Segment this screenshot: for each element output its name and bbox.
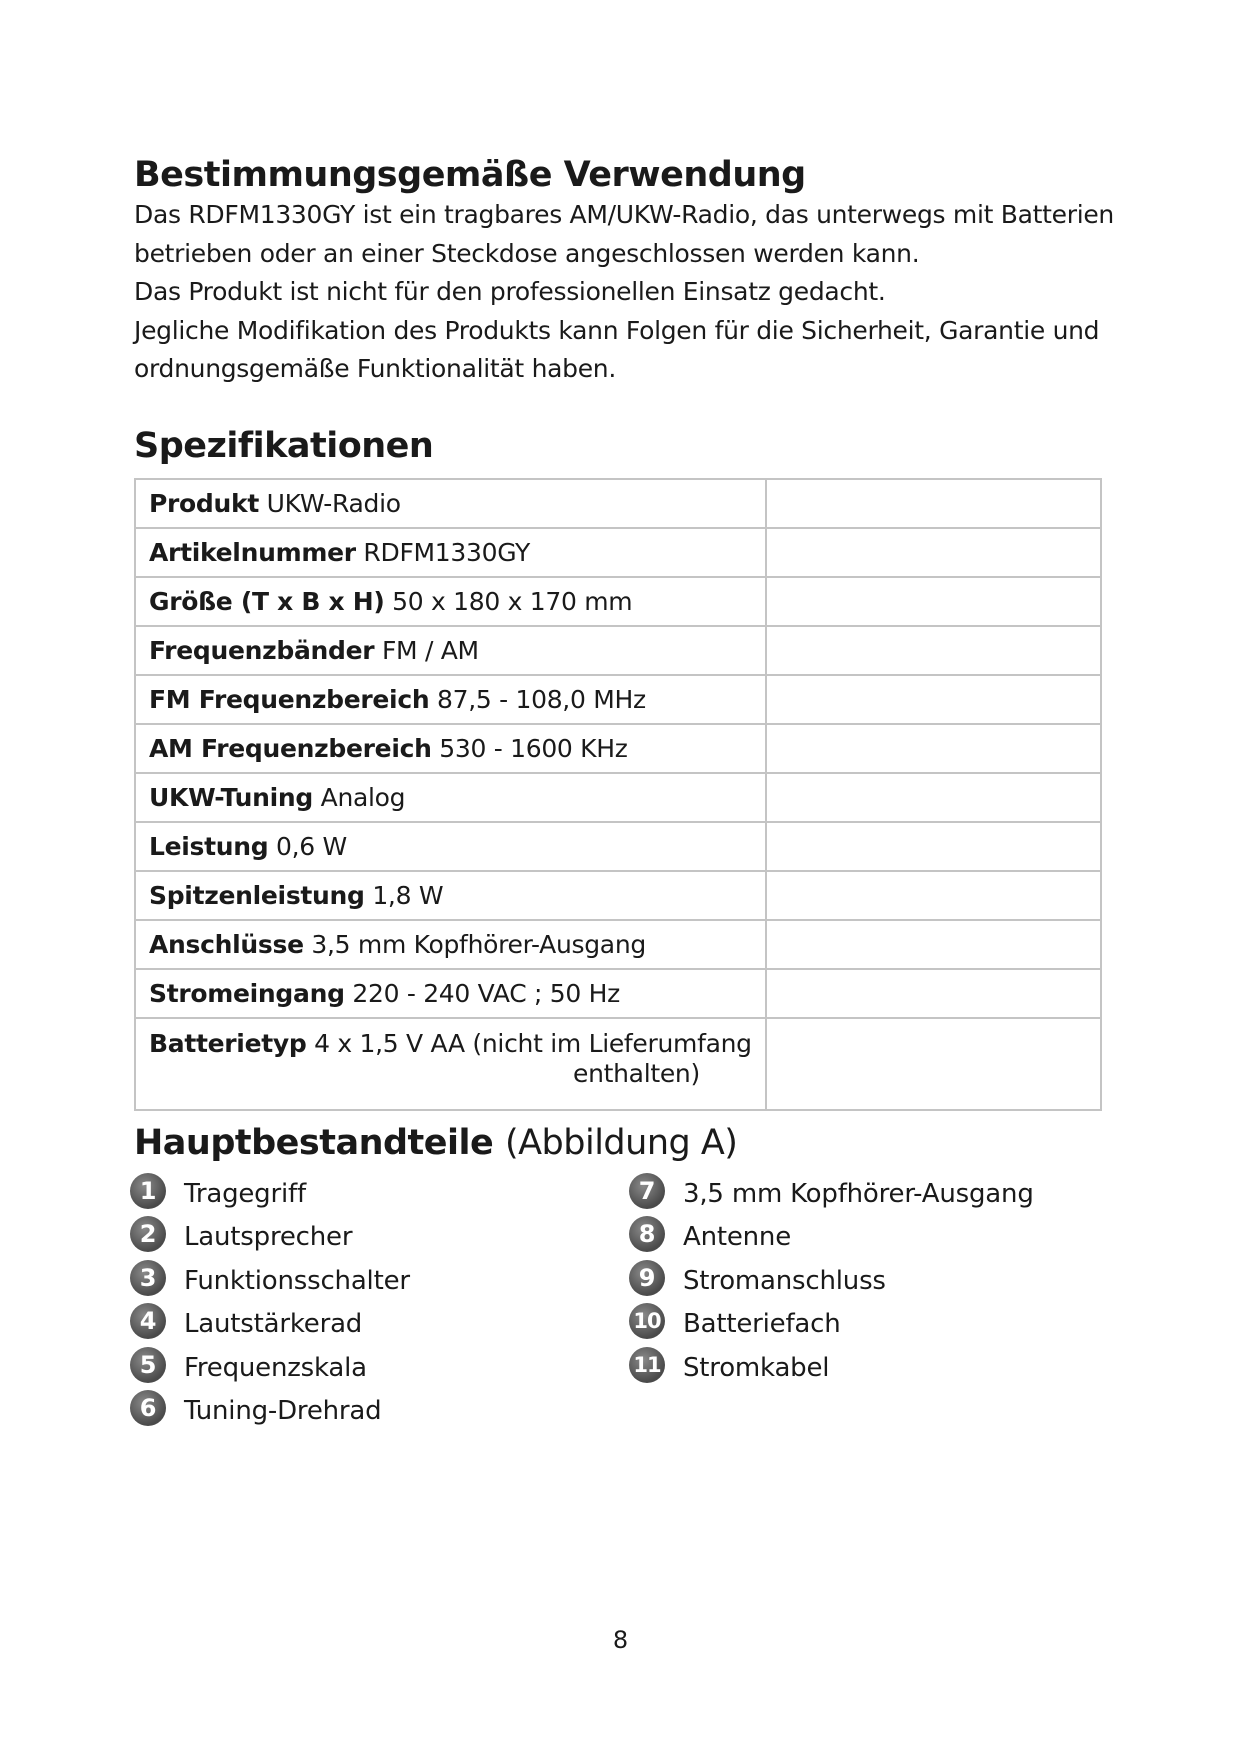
spec-cell [135, 479, 766, 528]
list-item [130, 1216, 410, 1260]
spec-label: AM Frequenzbereich [149, 734, 432, 763]
spec-value-continued: enthalten) [573, 1059, 700, 1088]
spec-cell [135, 577, 766, 626]
spec-cell-empty [766, 528, 1101, 577]
spec-label: Größe (T x B x H) [149, 587, 385, 616]
spec-cell-empty [766, 724, 1101, 773]
part-label: Funktionsschalter [184, 1265, 410, 1296]
table-row [135, 577, 1101, 626]
usage-line: Das Produkt ist nicht für den professionellen Einsatz gedacht. [134, 277, 886, 307]
spec-value: 220 - 240 VAC ; 50 Hz [352, 979, 620, 1008]
list-item [629, 1172, 1034, 1216]
spec-cell-empty [766, 479, 1101, 528]
table-row [135, 1018, 1101, 1110]
number-badge: 11 [629, 1347, 665, 1383]
spec-cell-empty [766, 969, 1101, 1018]
part-label: Frequenzskala [184, 1352, 367, 1383]
table-row [135, 871, 1101, 920]
spec-cell-empty [766, 773, 1101, 822]
spec-label: UKW-Tuning [149, 783, 313, 812]
part-label: Antenne [683, 1222, 792, 1253]
part-label: Batteriefach [683, 1309, 841, 1340]
section-title-specs: Spezifikationen [134, 426, 434, 466]
number-badge: 3 [130, 1260, 166, 1296]
spec-value: 4 x 1,5 V AA (nicht im Lieferumfang [314, 1029, 752, 1058]
spec-cell [135, 675, 766, 724]
spec-cell [135, 871, 766, 920]
part-label: 3,5 mm Kopfhörer-Ausgang [683, 1178, 1034, 1209]
spec-label: Leistung [149, 832, 269, 861]
number-badge: 4 [130, 1303, 166, 1339]
table-row [135, 528, 1101, 577]
spec-cell [135, 528, 766, 577]
spec-cell-empty [766, 822, 1101, 871]
spec-cell-empty [766, 675, 1101, 724]
spec-value: FM / AM [381, 636, 479, 665]
list-item [130, 1172, 410, 1216]
spec-label: Spitzenleistung [149, 881, 365, 910]
number-badge: 10 [629, 1303, 665, 1339]
table-row [135, 675, 1101, 724]
table-row [135, 479, 1101, 528]
number-badge: 8 [629, 1216, 665, 1252]
spec-label: Stromeingang [149, 979, 345, 1008]
list-item [629, 1259, 1034, 1303]
part-label: Tragegriff [184, 1178, 306, 1209]
spec-value: RDFM1330GY [363, 538, 531, 567]
spec-cell [135, 724, 766, 773]
part-label: Lautstärkerad [184, 1309, 363, 1340]
usage-line: betrieben oder an einer Steckdose angeschlossen werden kann. [134, 238, 920, 268]
spec-value: 50 x 180 x 170 mm [392, 587, 633, 616]
spec-label: Produkt [149, 489, 259, 518]
spec-label: Frequenzbänder [149, 636, 375, 665]
number-badge: 6 [130, 1390, 166, 1426]
number-badge: 7 [629, 1173, 665, 1209]
spec-value: 0,6 W [276, 832, 347, 861]
part-label: Lautsprecher [184, 1222, 353, 1253]
table-row [135, 822, 1101, 871]
spec-cell-empty [766, 871, 1101, 920]
spec-cell [135, 822, 766, 871]
part-label: Stromanschluss [683, 1265, 886, 1296]
spec-label: FM Frequenzbereich [149, 685, 430, 714]
spec-cell [135, 626, 766, 675]
table-row [135, 969, 1101, 1018]
table-row [135, 724, 1101, 773]
number-badge: 1 [130, 1173, 166, 1209]
spec-cell [135, 920, 766, 969]
spec-value: Analog [320, 783, 406, 812]
parts-list-right [629, 1172, 1034, 1390]
spec-cell [135, 969, 766, 1018]
spec-label: Artikelnummer [149, 538, 356, 567]
parts-list-left [130, 1172, 410, 1433]
spec-cell [135, 1018, 766, 1110]
spec-value: 87,5 - 108,0 MHz [437, 685, 646, 714]
page-number: 8 [612, 1626, 629, 1654]
part-label: Stromkabel [683, 1352, 830, 1383]
spec-label: Batterietyp [149, 1029, 307, 1058]
parts-title-figure: (Abbildung A) [504, 1123, 738, 1163]
list-item [130, 1259, 410, 1303]
spec-cell-empty [766, 626, 1101, 675]
usage-text [134, 196, 1124, 389]
spec-cell-empty [766, 1018, 1101, 1110]
list-item [130, 1390, 410, 1434]
part-label: Tuning-Drehrad [184, 1396, 382, 1427]
list-item [629, 1303, 1034, 1347]
list-item [629, 1216, 1034, 1260]
usage-line: Jegliche Modifikation des Produkts kann Folgen für die Sicherheit, Garantie und [134, 315, 1100, 345]
spec-cell-empty [766, 920, 1101, 969]
list-item [130, 1346, 410, 1390]
table-row [135, 773, 1101, 822]
list-item [130, 1303, 410, 1347]
section-title-usage: Bestimmungsgemäße Verwendung [134, 155, 806, 195]
parts-title-bold: Hauptbestandteile [134, 1123, 494, 1163]
number-badge: 9 [629, 1260, 665, 1296]
spec-table [134, 478, 1102, 1111]
usage-line: Das RDFM1330GY ist ein tragbares AM/UKW-Radio, das unterwegs mit Batterien [134, 200, 1114, 229]
spec-value: 3,5 mm Kopfhörer-Ausgang [311, 930, 646, 959]
usage-line: ordnungsgemäße Funktionalität haben. [134, 354, 616, 384]
number-badge: 2 [130, 1216, 166, 1252]
spec-value: 530 - 1600 KHz [439, 734, 628, 763]
spec-label: Anschlüsse [149, 930, 304, 959]
number-badge: 5 [130, 1347, 166, 1383]
list-item [629, 1346, 1034, 1390]
table-row [135, 626, 1101, 675]
spec-value: 1,8 W [372, 881, 444, 910]
spec-value: UKW-Radio [266, 489, 401, 518]
spec-cell-empty [766, 577, 1101, 626]
spec-cell [135, 773, 766, 822]
section-title-parts [134, 1123, 737, 1163]
table-row [135, 920, 1101, 969]
